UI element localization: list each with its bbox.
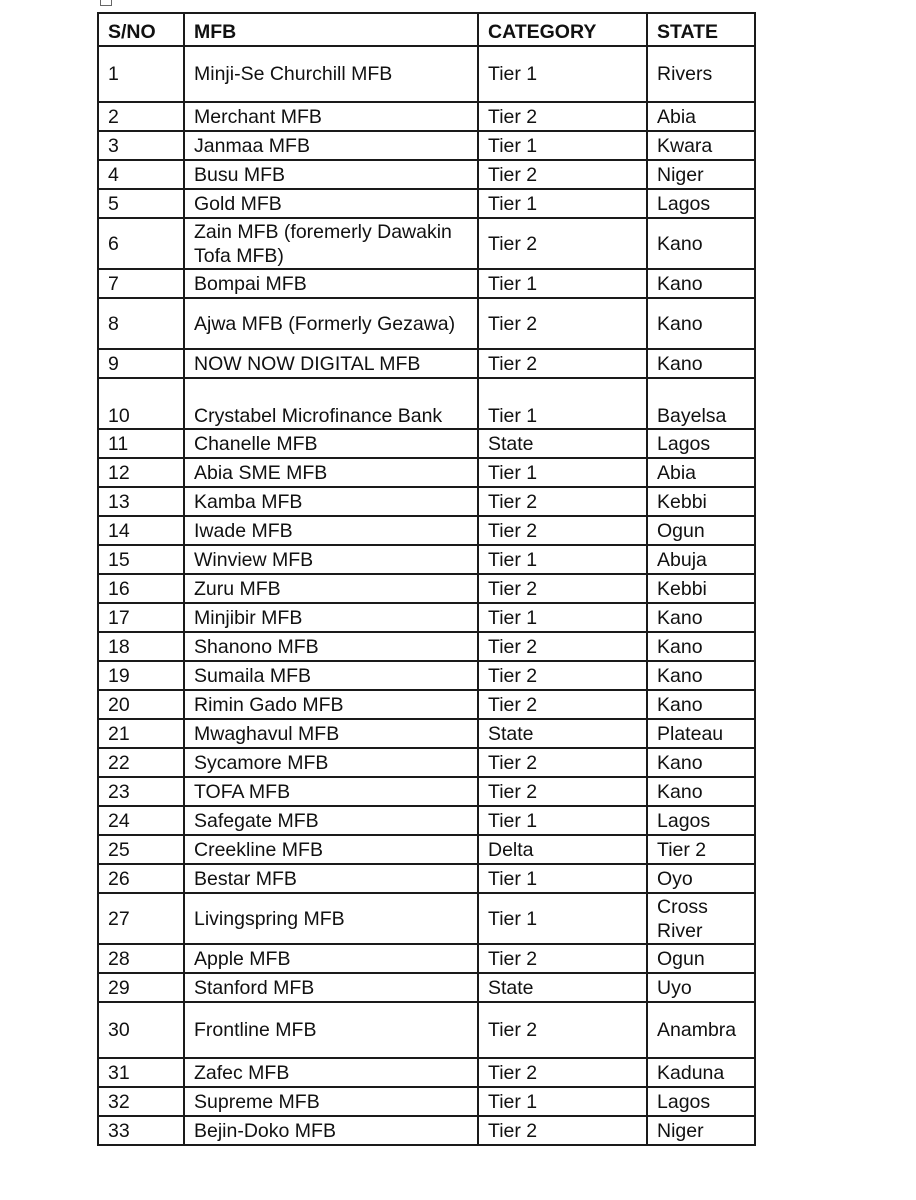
cell-state: Lagos: [647, 429, 755, 458]
cell-state: Kebbi: [647, 574, 755, 603]
cell-category: Tier 2: [478, 690, 647, 719]
cell-sno: 24: [98, 806, 184, 835]
table-row: [98, 864, 755, 893]
cell-category: Tier 1: [478, 1087, 647, 1116]
table-row: [98, 893, 755, 944]
cell-sno: 15: [98, 545, 184, 574]
table-row: [98, 1116, 755, 1145]
cell-mfb: Apple MFB: [184, 944, 478, 973]
cell-sno: 9: [98, 349, 184, 378]
cell-sno: 3: [98, 131, 184, 160]
cell-sno: 19: [98, 661, 184, 690]
cell-sno: 7: [98, 269, 184, 298]
cell-state: Anambra: [647, 1002, 755, 1058]
cell-state: Plateau: [647, 719, 755, 748]
cell-state: Abia: [647, 458, 755, 487]
table-row: [98, 429, 755, 458]
cell-mfb: Chanelle MFB: [184, 429, 478, 458]
cell-mfb: Busu MFB: [184, 160, 478, 189]
cell-state: Kaduna: [647, 1058, 755, 1087]
cell-state: Kano: [647, 690, 755, 719]
table-row: [98, 835, 755, 864]
cell-mfb: NOW NOW DIGITAL MFB: [184, 349, 478, 378]
cell-state: Niger: [647, 160, 755, 189]
cell-category: Tier 1: [478, 269, 647, 298]
cell-category: Tier 2: [478, 218, 647, 269]
cell-sno: 32: [98, 1087, 184, 1116]
table-row: [98, 160, 755, 189]
cell-sno: 1: [98, 46, 184, 102]
cell-category: Tier 1: [478, 378, 647, 429]
cell-category: Tier 2: [478, 632, 647, 661]
cell-state: Lagos: [647, 1087, 755, 1116]
cell-sno: 23: [98, 777, 184, 806]
cell-sno: 4: [98, 160, 184, 189]
cell-category: Tier 2: [478, 298, 647, 349]
table-row: [98, 516, 755, 545]
cell-category: Tier 1: [478, 131, 647, 160]
cell-category: Tier 2: [478, 102, 647, 131]
table-row: [98, 806, 755, 835]
table-row: [98, 1058, 755, 1087]
table-row: [98, 458, 755, 487]
cell-state: Kano: [647, 661, 755, 690]
cell-sno: 12: [98, 458, 184, 487]
cell-state: Kano: [647, 748, 755, 777]
cell-sno: 30: [98, 1002, 184, 1058]
cell-mfb: Zain MFB (foremerly Dawakin Tofa MFB): [184, 218, 478, 269]
cell-sno: 5: [98, 189, 184, 218]
cell-category: Tier 1: [478, 806, 647, 835]
cell-category: Tier 1: [478, 458, 647, 487]
cell-category: Tier 2: [478, 487, 647, 516]
table-row: [98, 632, 755, 661]
cell-mfb: Ajwa MFB (Formerly Gezawa): [184, 298, 478, 349]
table-header-row: [98, 13, 755, 46]
cell-category: Tier 2: [478, 777, 647, 806]
cell-mfb: Bestar MFB: [184, 864, 478, 893]
cell-mfb: Crystabel Microfinance Bank: [184, 378, 478, 429]
cell-state: Kebbi: [647, 487, 755, 516]
cell-mfb: Minjibir MFB: [184, 603, 478, 632]
cell-sno: 18: [98, 632, 184, 661]
cell-category: Tier 2: [478, 944, 647, 973]
cell-mfb: Merchant MFB: [184, 102, 478, 131]
cell-state: Kano: [647, 349, 755, 378]
cell-state: Kano: [647, 298, 755, 349]
table-row: [98, 661, 755, 690]
cell-mfb: Minji-Se Churchill MFB: [184, 46, 478, 102]
header-category: CATEGORY: [478, 13, 647, 46]
cell-category: Tier 1: [478, 864, 647, 893]
cell-state: Tier 2: [647, 835, 755, 864]
cell-mfb: Gold MFB: [184, 189, 478, 218]
cell-sno: 21: [98, 719, 184, 748]
cell-category: Delta: [478, 835, 647, 864]
cell-state: Bayelsa: [647, 378, 755, 429]
cell-sno: 2: [98, 102, 184, 131]
cell-category: Tier 1: [478, 893, 647, 944]
cell-category: Tier 1: [478, 46, 647, 102]
table-row: [98, 603, 755, 632]
table-row: [98, 1002, 755, 1058]
table-row: [98, 1087, 755, 1116]
cell-category: State: [478, 719, 647, 748]
table-row: [98, 545, 755, 574]
cell-category: Tier 2: [478, 574, 647, 603]
table-row: [98, 46, 755, 102]
table-row: [98, 487, 755, 516]
cell-mfb: Abia SME MFB: [184, 458, 478, 487]
header-mfb: MFB: [184, 13, 478, 46]
cell-state: Oyo: [647, 864, 755, 893]
cell-state: Niger: [647, 1116, 755, 1145]
cell-state: Kwara: [647, 131, 755, 160]
table-row: [98, 690, 755, 719]
cell-state: Uyo: [647, 973, 755, 1002]
cell-category: Tier 2: [478, 516, 647, 545]
cell-mfb: Iwade MFB: [184, 516, 478, 545]
table-row: [98, 719, 755, 748]
cell-state: Abuja: [647, 545, 755, 574]
cell-state: Cross River: [647, 893, 755, 944]
cell-mfb: Bejin-Doko MFB: [184, 1116, 478, 1145]
mfb-table: [97, 12, 756, 1146]
cell-mfb: Kamba MFB: [184, 487, 478, 516]
cell-sno: 31: [98, 1058, 184, 1087]
cell-mfb: Sumaila MFB: [184, 661, 478, 690]
cell-mfb: Winview MFB: [184, 545, 478, 574]
cell-mfb: Livingspring MFB: [184, 893, 478, 944]
table-row: [98, 131, 755, 160]
cell-mfb: Zuru MFB: [184, 574, 478, 603]
cell-mfb: Rimin Gado MFB: [184, 690, 478, 719]
cell-sno: 29: [98, 973, 184, 1002]
table-row: [98, 102, 755, 131]
cell-mfb: Stanford MFB: [184, 973, 478, 1002]
cell-mfb: Zafec MFB: [184, 1058, 478, 1087]
table-row: [98, 298, 755, 349]
cell-sno: 17: [98, 603, 184, 632]
table-row: [98, 378, 755, 429]
cell-sno: 8: [98, 298, 184, 349]
cell-mfb: Sycamore MFB: [184, 748, 478, 777]
header-state: STATE: [647, 13, 755, 46]
cell-sno: 10: [98, 378, 184, 429]
table-row: [98, 748, 755, 777]
table-row: [98, 269, 755, 298]
cell-mfb: Supreme MFB: [184, 1087, 478, 1116]
cell-category: Tier 2: [478, 748, 647, 777]
cell-sno: 13: [98, 487, 184, 516]
cell-state: Kano: [647, 777, 755, 806]
cell-mfb: Creekline MFB: [184, 835, 478, 864]
cell-category: Tier 1: [478, 545, 647, 574]
cell-sno: 28: [98, 944, 184, 973]
cell-state: Ogun: [647, 944, 755, 973]
cell-mfb: TOFA MFB: [184, 777, 478, 806]
cell-category: Tier 2: [478, 1116, 647, 1145]
cell-sno: 11: [98, 429, 184, 458]
cell-state: Abia: [647, 102, 755, 131]
cell-state: Rivers: [647, 46, 755, 102]
cell-category: State: [478, 973, 647, 1002]
cell-sno: 26: [98, 864, 184, 893]
cell-sno: 6: [98, 218, 184, 269]
cell-state: Kano: [647, 218, 755, 269]
table-body: [98, 46, 755, 1145]
cell-sno: 14: [98, 516, 184, 545]
cell-category: Tier 1: [478, 603, 647, 632]
cell-category: Tier 2: [478, 1058, 647, 1087]
cell-mfb: Shanono MFB: [184, 632, 478, 661]
cell-sno: 20: [98, 690, 184, 719]
cell-mfb: Bompai MFB: [184, 269, 478, 298]
table-row: [98, 574, 755, 603]
table-row: [98, 349, 755, 378]
cell-category: Tier 2: [478, 349, 647, 378]
cell-state: Lagos: [647, 806, 755, 835]
cell-state: Kano: [647, 603, 755, 632]
table-row: [98, 777, 755, 806]
cell-category: State: [478, 429, 647, 458]
cell-sno: 22: [98, 748, 184, 777]
cell-sno: 25: [98, 835, 184, 864]
cell-category: Tier 2: [478, 661, 647, 690]
cell-sno: 16: [98, 574, 184, 603]
cell-category: Tier 2: [478, 160, 647, 189]
cell-mfb: Frontline MFB: [184, 1002, 478, 1058]
cell-mfb: Safegate MFB: [184, 806, 478, 835]
cell-mfb: Mwaghavul MFB: [184, 719, 478, 748]
cell-state: Ogun: [647, 516, 755, 545]
header-sno: S/NO: [98, 13, 184, 46]
cell-mfb: Janmaa MFB: [184, 131, 478, 160]
cell-sno: 33: [98, 1116, 184, 1145]
cell-category: Tier 2: [478, 1002, 647, 1058]
table-row: [98, 189, 755, 218]
cell-state: Kano: [647, 632, 755, 661]
table-row: [98, 944, 755, 973]
page-corner-box: [100, 0, 112, 6]
cell-category: Tier 1: [478, 189, 647, 218]
cell-sno: 27: [98, 893, 184, 944]
cell-state: Kano: [647, 269, 755, 298]
table-row: [98, 218, 755, 269]
cell-state: Lagos: [647, 189, 755, 218]
table-row: [98, 973, 755, 1002]
